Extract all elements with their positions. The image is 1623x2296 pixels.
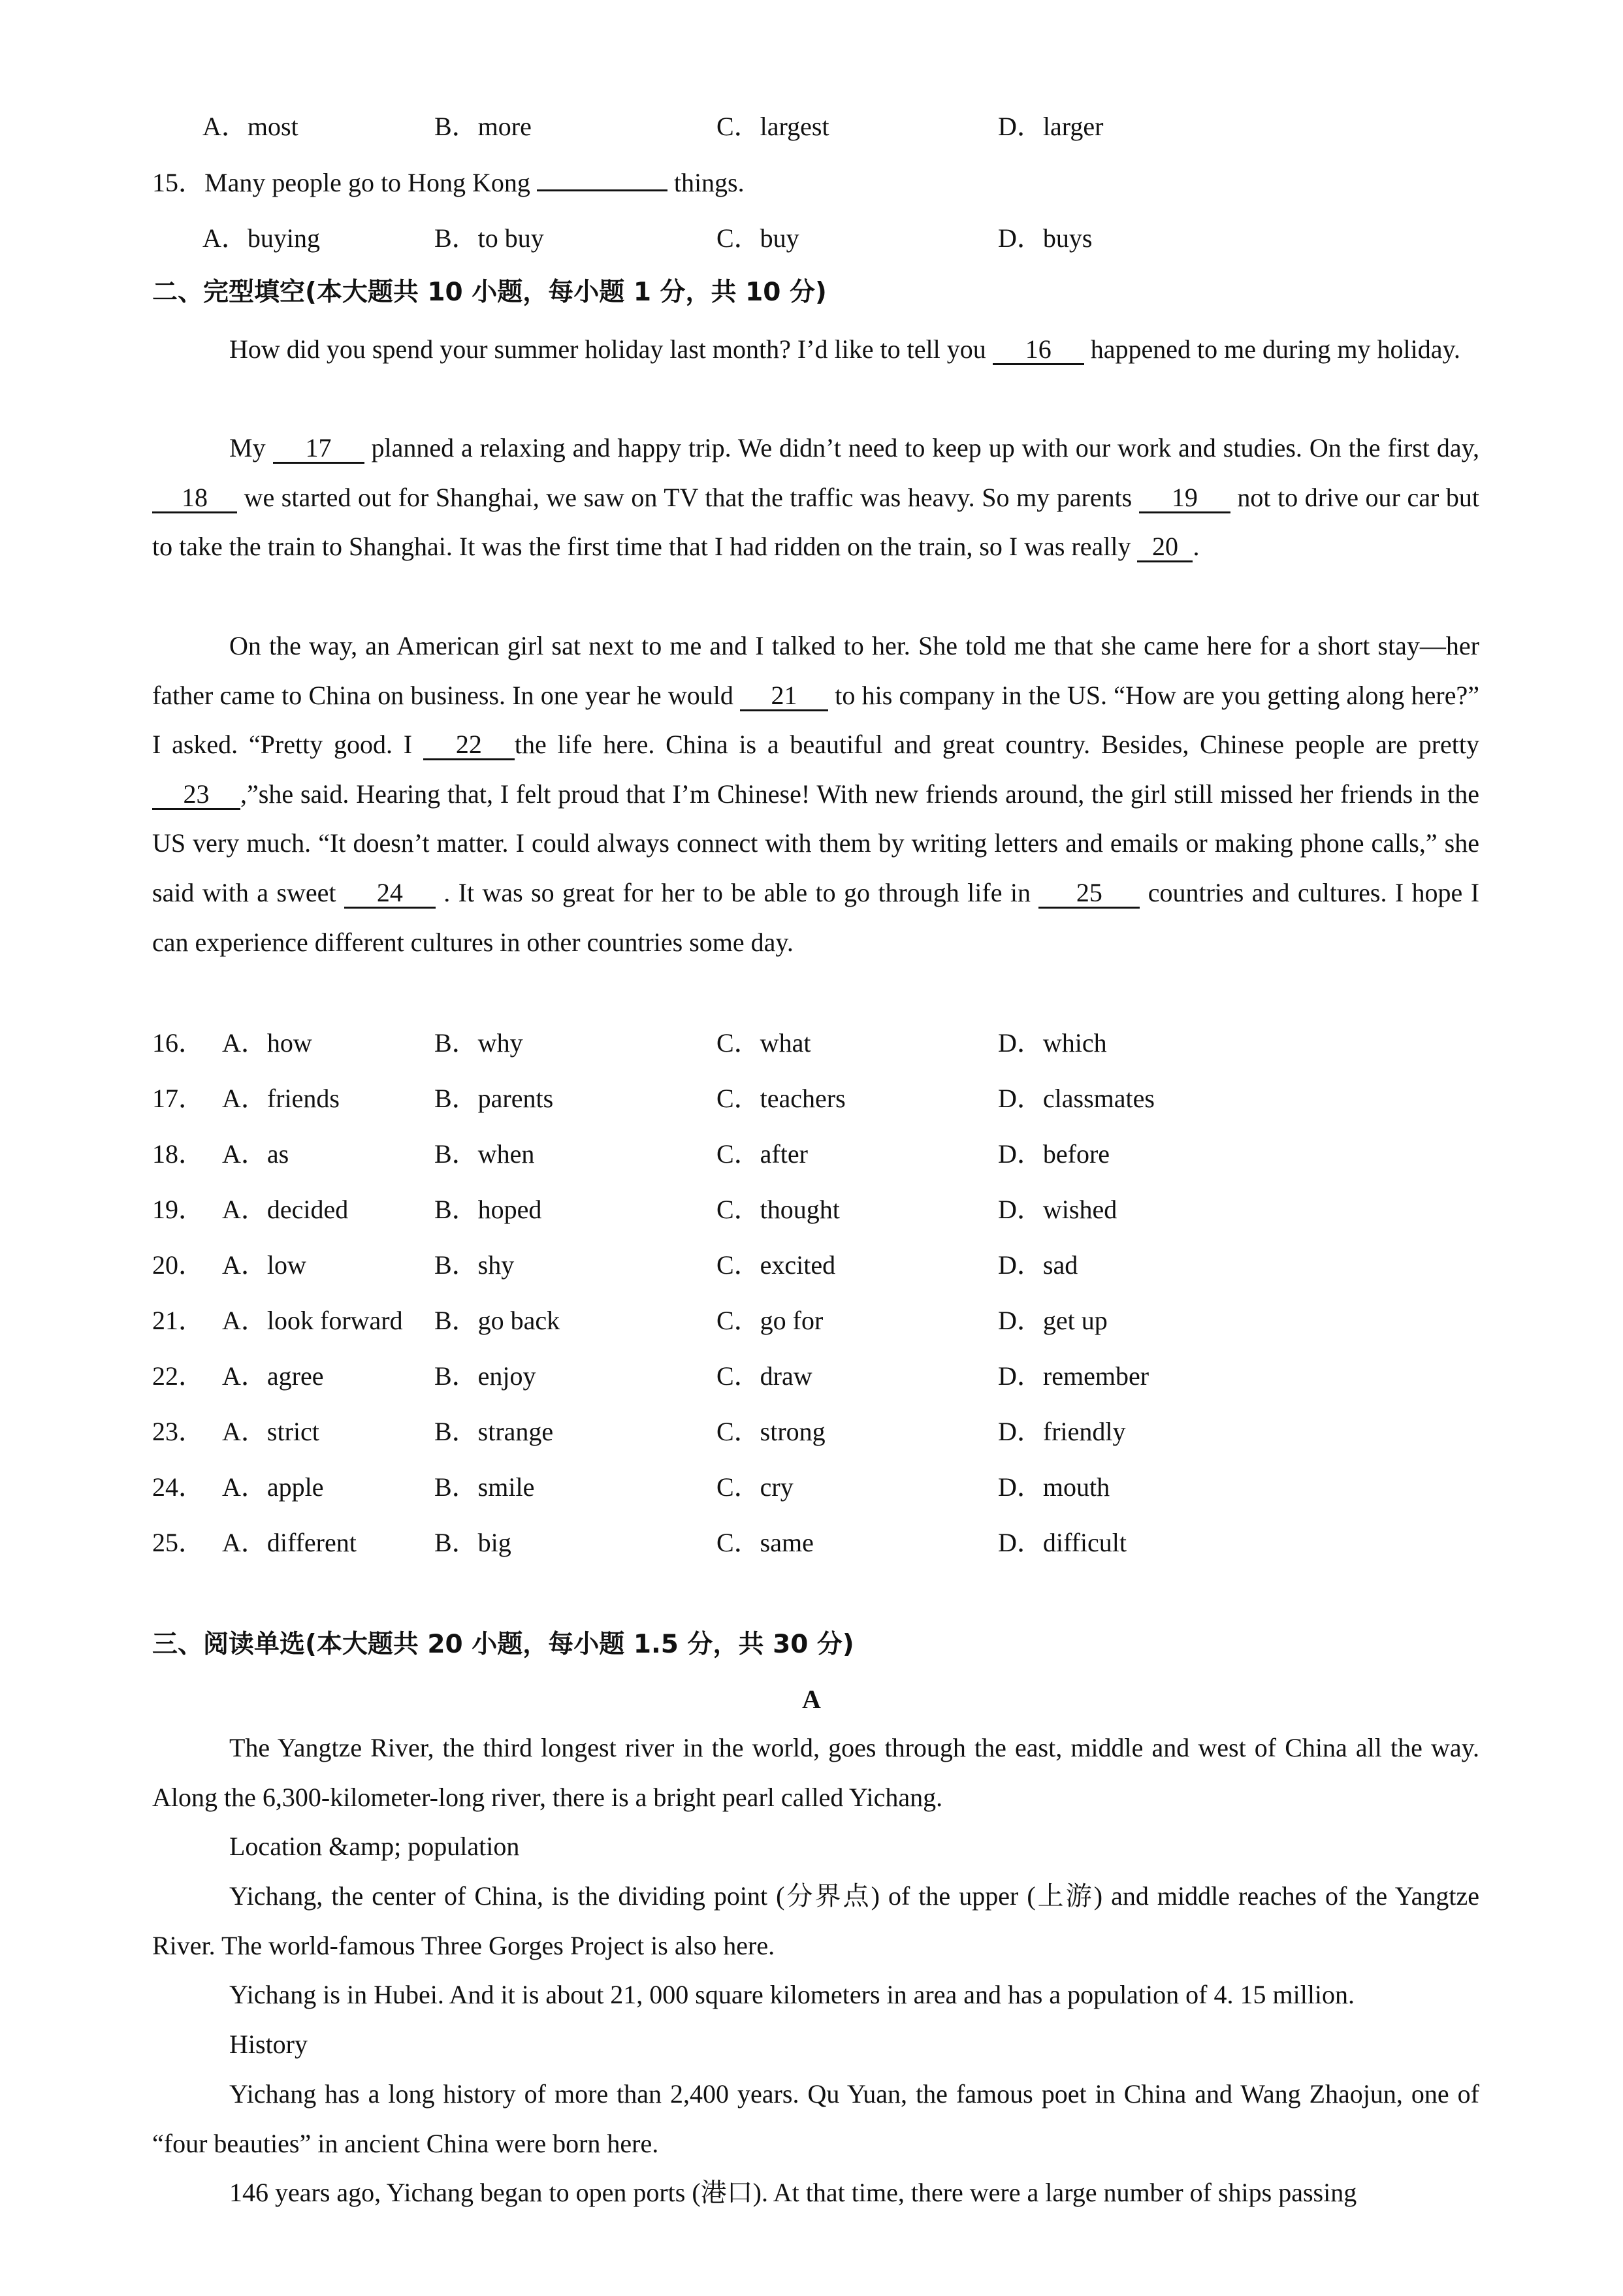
q14-option-c: C．largest	[716, 112, 829, 141]
reading-subheading-history: History	[229, 2029, 308, 2059]
option-a: A．low	[222, 1250, 306, 1280]
option-c: C．cry	[716, 1472, 794, 1502]
option-c: C．thought	[716, 1195, 840, 1224]
blank-16: 16	[993, 336, 1084, 365]
blank-21: 21	[740, 682, 828, 711]
option-a: A．apple	[222, 1472, 324, 1502]
q15-stem-before: 15．Many people go to Hong Kong	[152, 168, 537, 197]
option-c: C．excited	[716, 1250, 836, 1280]
question-number: 21．	[152, 1306, 204, 1335]
cloze-p3-text-5: . It was so great for her to be able to go through life in	[435, 877, 1039, 907]
cloze-paragraph-2	[152, 423, 1479, 572]
cloze-p2-text-4: not to drive our car but to take the train to Shanghai. It was the first time that I had ridden on the train, so I was really	[152, 482, 1479, 562]
option-a: A．agree	[222, 1361, 324, 1391]
option-c: C．what	[716, 1028, 811, 1058]
reading-paragraph-3: Yichang is in Hubei. And it is about 21, 000 square kilometers in area and has a population of 4. 15 million.	[229, 1980, 1355, 2009]
option-d: D．sad	[998, 1250, 1078, 1280]
reading-paragraph-4: Yichang has a long history of more than 2,400 years. Qu Yuan, the famous poet in China and Wang Zhaojun, one of “four beauties” in ancient China were born here.	[152, 2079, 1479, 2158]
question-number: 19．	[152, 1195, 204, 1224]
cloze-paragraph-3	[152, 621, 1479, 967]
option-d: D．mouth	[998, 1472, 1110, 1502]
option-b: B．when	[434, 1139, 535, 1169]
blank-25: 25	[1038, 879, 1140, 909]
reading-subheading-location: Location &amp; population	[229, 1832, 520, 1861]
option-c: C．after	[716, 1139, 808, 1169]
option-b: B．strange	[434, 1417, 554, 1446]
option-c: C．same	[716, 1528, 814, 1557]
passage-label: A	[802, 1685, 821, 1714]
option-c: C．draw	[716, 1361, 812, 1391]
q15-option-c: C．buy	[716, 223, 799, 253]
blank-23: 23	[152, 781, 240, 810]
q15-blank	[537, 170, 667, 191]
blank-17: 17	[273, 434, 364, 464]
question-number: 22．	[152, 1361, 204, 1391]
option-c: C．go for	[716, 1306, 824, 1335]
cloze-p2-text-1: My	[229, 433, 273, 462]
q15-stem-after: things.	[667, 168, 745, 197]
option-d: D．which	[998, 1028, 1107, 1058]
cloze-p3-text-4: ,”she said. Hearing that, I felt proud that I’m Chinese! With new friends around, the girl still missed her friends in the US very much. “It doesn’t matter. I could always connect with them by writing letters and emails or making phone calls,” she said with a sweet	[152, 779, 1479, 907]
cloze-p2-text-3: we started out for Shanghai, we saw on TV that the traffic was heavy. So my parents	[237, 482, 1139, 512]
option-b: B．enjoy	[434, 1361, 536, 1391]
option-b: B．why	[434, 1028, 523, 1058]
option-d: D．remember	[998, 1361, 1149, 1391]
option-d: D．before	[998, 1139, 1110, 1169]
option-a: A．friends	[222, 1084, 340, 1113]
option-a: A．as	[222, 1139, 289, 1169]
option-b: B．big	[434, 1528, 511, 1557]
option-d: D．wished	[998, 1195, 1117, 1224]
option-a: A．strict	[222, 1417, 319, 1446]
option-c: C．strong	[716, 1417, 826, 1446]
question-number: 25．	[152, 1528, 204, 1557]
question-number: 16．	[152, 1028, 204, 1058]
option-d: D．difficult	[998, 1528, 1127, 1557]
cloze-p3-text-1: On the way, an American girl sat next to me and I talked to her. She told me that she came here for a short stay—her father came to China on business. In one year he would	[152, 631, 1479, 710]
section3-heading: 三、阅读单选(本大题共 20 小题，每小题 1.5 分，共 30 分)	[152, 1630, 854, 1659]
q14-option-a: A．most	[202, 112, 298, 141]
cloze-p2-text-5: .	[1193, 532, 1200, 562]
option-a: A．look forward	[222, 1306, 403, 1335]
question-number: 18．	[152, 1139, 204, 1169]
section2-heading: 二、完型填空(本大题共 10 小题，每小题 1 分，共 10 分)	[152, 278, 827, 307]
option-b: B．go back	[434, 1306, 560, 1335]
reading-paragraph-2: Yichang, the center of China, is the dividing point (分界点) of the upper (上游) and middle reaches of the Yangtze River. The world-famous Three Gorges Project is also here.	[152, 1881, 1479, 1960]
option-d: D．classmates	[998, 1084, 1155, 1113]
question-number: 24．	[152, 1472, 204, 1502]
blank-22: 22	[423, 731, 515, 760]
option-a: A．different	[222, 1528, 357, 1557]
reading-paragraph-5: 146 years ago, Yichang began to open ports (港口). At that time, there were a large number of ships passing	[229, 2178, 1357, 2207]
option-b: B．parents	[434, 1084, 554, 1113]
option-b: B．shy	[434, 1250, 515, 1280]
question-number: 23．	[152, 1417, 204, 1446]
q15-option-a: A．buying	[202, 223, 320, 253]
q15-option-d: D．buys	[998, 223, 1093, 253]
question-number: 17．	[152, 1084, 204, 1113]
option-c: C．teachers	[716, 1084, 846, 1113]
reading-paragraph-1: The Yangtze River, the third longest river in the world, goes through the east, middle and west of China all the way. Along the 6,300-kilometer-long river, there is a bright pearl called Yichang.	[152, 1733, 1479, 1812]
option-b: B．hoped	[434, 1195, 542, 1224]
cloze-p3-text-2: to his company in the US. “How are you getting along here?” I asked. “Pretty good. I	[152, 680, 1479, 760]
q15-stem	[152, 170, 1479, 196]
cloze-p2-text-2: planned a relaxing and happy trip. We didn’t need to keep up with our work and studies. On the first day,	[364, 433, 1479, 462]
q14-option-d: D．larger	[998, 112, 1104, 141]
option-d: D．get up	[998, 1306, 1108, 1335]
q14-option-b: B．more	[434, 112, 532, 141]
option-a: A．decided	[222, 1195, 349, 1224]
blank-18: 18	[152, 484, 237, 513]
cloze-p1-text-2: happened to me during my holiday.	[1084, 334, 1460, 364]
option-b: B．smile	[434, 1472, 535, 1502]
blank-19: 19	[1139, 484, 1230, 513]
q15-option-b: B．to buy	[434, 223, 544, 253]
cloze-p3-text-6: countries and cultures. I hope I can experience different cultures in other countries some day.	[152, 877, 1480, 957]
blank-24: 24	[344, 879, 436, 909]
question-number: 20．	[152, 1250, 204, 1280]
cloze-p3-text-3: the life here. China is a beautiful and great country. Besides, Chinese people are pretty	[514, 730, 1480, 760]
blank-20: 20	[1137, 533, 1193, 562]
option-d: D．friendly	[998, 1417, 1126, 1446]
cloze-p1-text-1: How did you spend your summer holiday last month? I’d like to tell you	[229, 334, 993, 364]
option-a: A．how	[222, 1028, 312, 1058]
cloze-paragraph-1	[152, 325, 1479, 374]
